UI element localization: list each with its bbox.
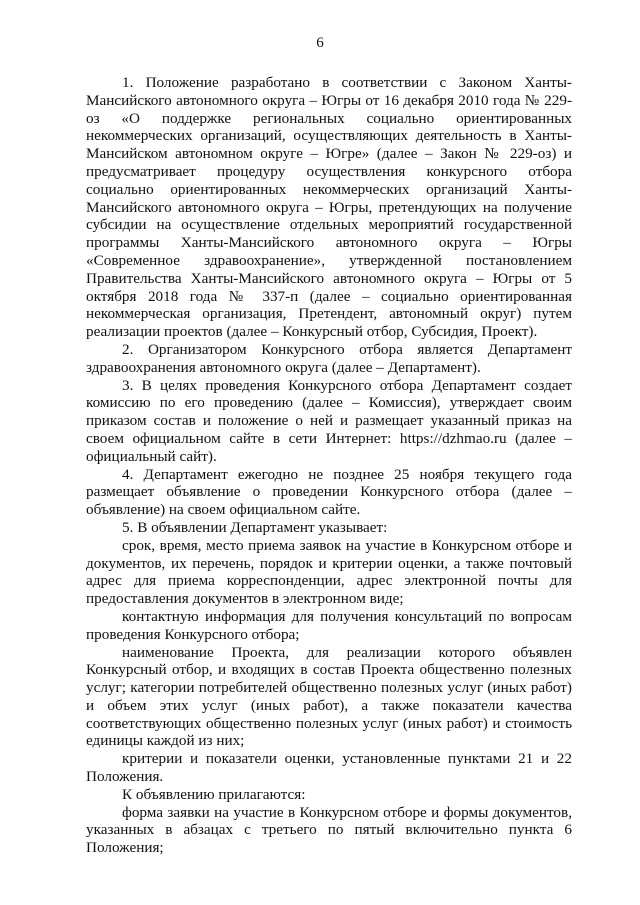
paragraph-clause-4: 4. Департамент ежегодно не позднее 25 ноября текущего года размещает объявление о проведении Конкурсного отбора (далее – объявление) на своем официальном сайте. [86, 465, 572, 519]
paragraph-clause-5-item-3: наименование Проекта, для реализации которого объявлен Конкурсный отбор, и входящих в состав Проекта общественно полезных услуг; категории потребителей общественно полезных услуг (иных работ) и объем этих услуг (иных работ), а также показатели качества соответствующих общественно полезных услуг (иных работ) и стоимость единицы каждой из них; [86, 643, 572, 750]
paragraph-attachment-item-1: форма заявки на участие в Конкурсном отборе и формы документов, указанных в абзацах с третьего по пятый включительно пункта 6 Положения; [86, 803, 572, 857]
document-body [86, 74, 572, 857]
paragraph-clause-5-item-2: контактную информация для получения консультаций по вопросам проведения Конкурсного отбора; [86, 607, 572, 643]
page-number: 6 [316, 35, 324, 51]
paragraph-clause-2: 2. Организатором Конкурсного отбора является Департамент здравоохранения автономного округа (далее – Департамент). [86, 340, 572, 376]
paragraph-clause-3: 3. В целях проведения Конкурсного отбора Департамент создает комиссию по его проведению (далее – Комиссия), утверждает своим приказом состав и положение о ней и размещает указанный приказ на своем официальном сайте в сети Интернет: https://dzhmao.ru (далее – официальный сайт). [86, 376, 572, 465]
paragraph-clause-1: 1. Положение разработано в соответствии с Законом Ханты-Мансийского автономного округа – Югры от 16 декабря 2010 года № 229-оз «О поддержке региональных социально ориентированных некоммерческих организаций, осуществляющих деятельность в Ханты-Мансийском автономном округе – Югре» (далее – Закон № 229-оз) и предусматривает процедуру осуществления конкурсного отбора социально ориентированных некоммерческих организаций Ханты-Мансийского автономного округа – Югры, претендующих на получение субсидии на осуществление отдельных мероприятий государственной программы Ханты-Мансийского автономного округа – Югры «Современное здравоохранение», утвержденной постановлением Правительства Ханты-Мансийского автономного округа – Югры от 5 октября 2018 года № 337-п (далее – социально ориентированная некоммерческая организация, Претендент, автономный округ) путем реализации проектов (далее – Конкурсный отбор, Субсидия, Проект). [86, 74, 572, 341]
paragraph-attachments-heading: К объявлению прилагаются: [122, 785, 306, 803]
paragraph-clause-5: 5. В объявлении Департамент указывает: [122, 518, 388, 536]
paragraph-clause-5-item-1: срок, время, место приема заявок на участие в Конкурсном отборе и документов, их перечень, порядок и критерии оценки, а также почтовый адрес для приема корреспонденции, адрес электронной почты для предоставления документов в электронном виде; [86, 536, 572, 608]
paragraph-clause-5-item-4: критерии и показатели оценки, установленные пунктами 21 и 22 Положения. [86, 750, 572, 786]
